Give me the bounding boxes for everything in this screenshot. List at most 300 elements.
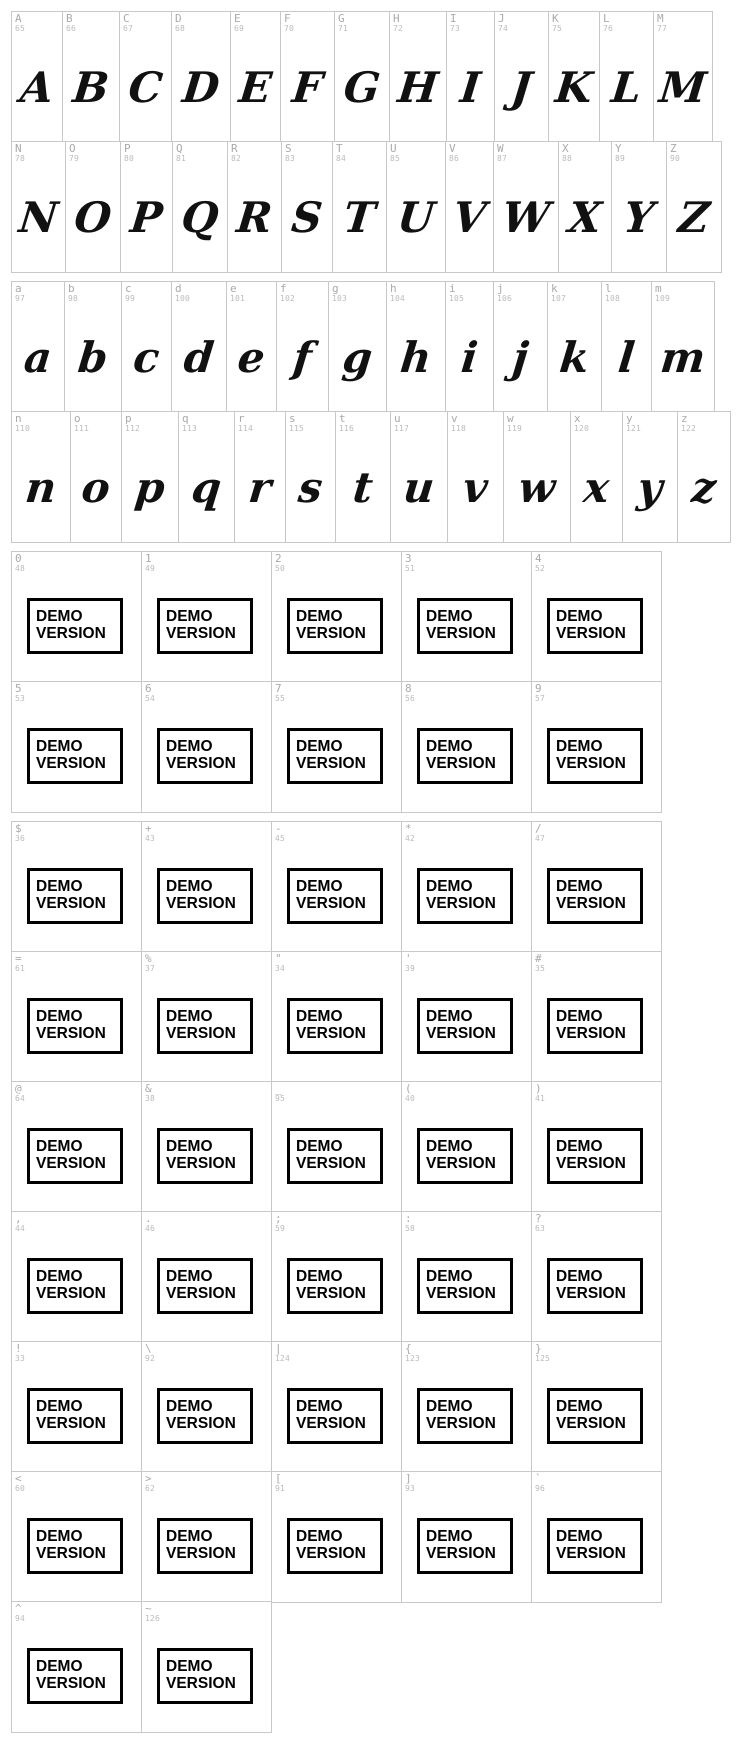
version-label: VERSION [36, 1155, 106, 1172]
character-cell [335, 411, 391, 543]
character-label: q [182, 412, 189, 425]
character-cell [11, 551, 142, 683]
version-label: VERSION [296, 755, 366, 772]
demo-version-box [27, 1388, 123, 1444]
character-cell [446, 11, 495, 143]
character-label: - [275, 822, 282, 835]
demo-label: DEMO [166, 1138, 213, 1155]
version-label: VERSION [556, 1285, 626, 1302]
character-cell [11, 1081, 142, 1213]
character-cell [401, 1211, 532, 1343]
character-code: 90 [670, 154, 681, 163]
character-cell [401, 551, 532, 683]
character-code: 100 [175, 294, 191, 303]
demo-version-box [287, 728, 383, 784]
character-cell [653, 11, 713, 143]
character-cell [271, 1341, 402, 1473]
character-label: f [280, 282, 287, 295]
demo-row [11, 1341, 662, 1473]
demo-version-box [417, 1388, 513, 1444]
character-code: 52 [535, 564, 546, 573]
version-label: VERSION [36, 1285, 106, 1302]
character-code: 83 [285, 154, 296, 163]
character-cell [171, 11, 231, 143]
character-code: 88 [562, 154, 573, 163]
character-code: 53 [15, 694, 26, 703]
character-label: ^ [15, 1602, 22, 1615]
version-label: VERSION [426, 1025, 496, 1042]
demo-label: DEMO [36, 1138, 83, 1155]
demo-label: DEMO [166, 1008, 213, 1025]
version-label: VERSION [36, 755, 106, 772]
demo-label: DEMO [166, 1398, 213, 1415]
character-label: P [124, 142, 131, 155]
character-cell [390, 411, 448, 543]
glyph-row [11, 11, 713, 143]
glyph-preview: F [290, 62, 325, 112]
character-code: 43 [145, 834, 156, 843]
character-code: 92 [145, 1354, 156, 1363]
character-cell [328, 281, 387, 413]
character-code: 123 [405, 1354, 421, 1363]
version-label: VERSION [426, 895, 496, 912]
version-label: VERSION [36, 1545, 106, 1562]
character-label: S [285, 142, 292, 155]
character-cell [120, 141, 173, 273]
character-code: 122 [681, 424, 697, 433]
character-label: 6 [145, 682, 152, 695]
glyph-preview: u [401, 462, 437, 512]
character-label: D [175, 12, 182, 25]
demo-label: DEMO [556, 878, 603, 895]
demo-label: DEMO [556, 1008, 603, 1025]
demo-label: DEMO [166, 878, 213, 895]
version-label: VERSION [426, 755, 496, 772]
character-code: 69 [234, 24, 245, 33]
character-code: 56 [405, 694, 416, 703]
glyph-preview: w [516, 462, 558, 512]
character-code: 86 [449, 154, 460, 163]
version-label: VERSION [556, 895, 626, 912]
demo-label: DEMO [556, 1398, 603, 1415]
demo-version-box [157, 998, 253, 1054]
character-cell [531, 551, 662, 683]
demo-label: DEMO [296, 1138, 343, 1155]
glyph-preview: c [131, 332, 162, 382]
character-cell [494, 11, 549, 143]
character-cell [445, 141, 494, 273]
version-label: VERSION [426, 1545, 496, 1562]
glyph-preview: X [566, 192, 604, 242]
demo-label: DEMO [426, 1398, 473, 1415]
glyph-preview: s [296, 462, 325, 512]
demo-label: DEMO [36, 878, 83, 895]
character-cell [234, 411, 286, 543]
character-label: o [74, 412, 81, 425]
character-label: [ [275, 1472, 282, 1485]
demo-label: DEMO [296, 1008, 343, 1025]
character-cell [271, 821, 402, 953]
character-label: ( [405, 1082, 412, 1095]
demo-label: DEMO [556, 1268, 603, 1285]
glyph-preview: H [395, 62, 441, 112]
character-code: 35 [535, 964, 546, 973]
character-code: 44 [15, 1224, 26, 1233]
character-cell [141, 1341, 272, 1473]
demo-label: DEMO [166, 608, 213, 625]
glyph-preview: d [181, 332, 217, 382]
character-code: 114 [238, 424, 254, 433]
character-code: 66 [66, 24, 77, 33]
character-label: < [15, 1472, 22, 1485]
demo-version-box [547, 998, 643, 1054]
version-label: VERSION [426, 1415, 496, 1432]
demo-row [11, 821, 662, 953]
character-code: 71 [338, 24, 349, 33]
version-label: VERSION [296, 625, 366, 642]
character-label: \ [145, 1342, 152, 1355]
character-code: 89 [615, 154, 626, 163]
demo-version-box [547, 868, 643, 924]
character-code: 113 [182, 424, 198, 433]
glyph-preview: o [79, 462, 113, 512]
character-code: 124 [275, 1354, 291, 1363]
character-cell [141, 1081, 272, 1213]
character-cell [334, 11, 390, 143]
version-label: VERSION [556, 755, 626, 772]
character-code: 118 [451, 424, 467, 433]
character-cell [547, 281, 602, 413]
character-label: s [289, 412, 296, 425]
character-code: 74 [498, 24, 509, 33]
character-label: : [405, 1212, 412, 1225]
character-cell [119, 11, 172, 143]
character-cell [70, 411, 122, 543]
demo-label: DEMO [296, 878, 343, 895]
character-cell [386, 281, 446, 413]
character-code: 117 [394, 424, 410, 433]
character-code: 125 [535, 1354, 551, 1363]
character-code: 76 [603, 24, 614, 33]
character-label: r [238, 412, 245, 425]
character-code: 47 [535, 834, 546, 843]
character-code: 110 [15, 424, 31, 433]
version-label: VERSION [556, 625, 626, 642]
glyph-preview: z [689, 462, 719, 512]
character-code: 96 [535, 1484, 546, 1493]
demo-version-box [287, 1258, 383, 1314]
character-cell [11, 681, 142, 813]
demo-label: DEMO [426, 1008, 473, 1025]
character-cell [141, 821, 272, 953]
demo-label: DEMO [296, 1268, 343, 1285]
glyph-preview: b [75, 332, 111, 382]
character-cell [11, 411, 71, 543]
demo-version-box [287, 1388, 383, 1444]
character-label: | [275, 1342, 282, 1355]
character-label: n [15, 412, 22, 425]
character-cell [280, 11, 335, 143]
character-code: 63 [535, 1224, 546, 1233]
demo-label: DEMO [296, 608, 343, 625]
character-cell [271, 1081, 402, 1213]
demo-label: DEMO [296, 738, 343, 755]
character-label: $ [15, 822, 22, 835]
demo-row [11, 1471, 662, 1603]
character-code: 126 [145, 1614, 161, 1623]
version-label: VERSION [166, 1025, 236, 1042]
glyph-preview: i [458, 332, 481, 382]
glyph-preview: D [180, 62, 222, 112]
character-code: 57 [535, 694, 546, 703]
character-cell [65, 141, 121, 273]
demo-label: DEMO [426, 878, 473, 895]
character-code: 70 [284, 24, 295, 33]
character-cell [401, 1341, 532, 1473]
glyph-preview: v [460, 462, 491, 512]
character-code: 46 [145, 1224, 156, 1233]
character-label: ! [15, 1342, 22, 1355]
demo-version-box [157, 868, 253, 924]
demo-label: DEMO [426, 1528, 473, 1545]
character-code: 112 [125, 424, 141, 433]
character-cell [141, 681, 272, 813]
version-label: VERSION [296, 1415, 366, 1432]
character-cell [401, 1471, 532, 1603]
demo-label: DEMO [166, 738, 213, 755]
character-label: ) [535, 1082, 542, 1095]
character-label: 8 [405, 682, 412, 695]
glyph-preview: P [128, 192, 165, 242]
character-code: 109 [655, 294, 671, 303]
character-cell [493, 281, 548, 413]
glyph-preview: h [398, 332, 434, 382]
character-label: } [535, 1342, 542, 1355]
demo-version-box [27, 868, 123, 924]
character-label: A [15, 12, 22, 25]
character-label: F [284, 12, 291, 25]
character-code: 104 [390, 294, 406, 303]
character-code: 87 [497, 154, 508, 163]
glyph-preview: a [21, 332, 55, 382]
character-label: 2 [275, 552, 282, 565]
character-cell [141, 951, 272, 1083]
character-cell [389, 11, 447, 143]
version-label: VERSION [36, 1675, 106, 1692]
demo-label: DEMO [426, 1268, 473, 1285]
glyph-preview: r [246, 462, 274, 512]
character-cell [62, 11, 120, 143]
glyph-preview: V [450, 192, 489, 242]
demo-version-box [417, 868, 513, 924]
glyph-preview: Q [179, 192, 221, 242]
demo-version-box [27, 598, 123, 654]
character-code: 75 [552, 24, 563, 33]
character-code: 62 [145, 1484, 156, 1493]
character-label: T [336, 142, 343, 155]
version-label: VERSION [556, 1025, 626, 1042]
character-cell [226, 281, 277, 413]
demo-version-box [417, 1518, 513, 1574]
character-cell [178, 411, 235, 543]
demo-row [11, 951, 662, 1083]
character-label: k [551, 282, 558, 295]
character-label: M [657, 12, 664, 25]
demo-label: DEMO [36, 1398, 83, 1415]
character-cell [141, 1471, 272, 1603]
character-cell [121, 411, 179, 543]
demo-version-box [157, 1388, 253, 1444]
character-cell [445, 281, 494, 413]
glyph-preview: B [70, 62, 112, 112]
character-label: _ [275, 1082, 282, 1095]
character-label: L [603, 12, 610, 25]
glyph-preview: J [508, 62, 535, 112]
character-cell [531, 1081, 662, 1213]
glyph-preview: T [341, 192, 378, 242]
demo-label: DEMO [36, 1268, 83, 1285]
demo-version-box [27, 728, 123, 784]
demo-version-box [547, 1518, 643, 1574]
character-code: 45 [275, 834, 286, 843]
demo-label: DEMO [36, 738, 83, 755]
demo-label: DEMO [166, 1658, 213, 1675]
character-code: 60 [15, 1484, 26, 1493]
character-label: y [626, 412, 633, 425]
character-cell [401, 1081, 532, 1213]
character-cell [11, 11, 63, 143]
glyph-preview: O [72, 192, 114, 242]
character-cell [531, 821, 662, 953]
demo-version-box [27, 998, 123, 1054]
demo-label: DEMO [556, 738, 603, 755]
demo-version-box [287, 1518, 383, 1574]
demo-label: DEMO [296, 1398, 343, 1415]
glyph-preview: j [510, 332, 531, 382]
demo-version-box [157, 1648, 253, 1704]
character-cell [271, 951, 402, 1083]
demo-row [11, 681, 662, 813]
character-label: 7 [275, 682, 282, 695]
version-label: VERSION [296, 1155, 366, 1172]
character-cell [11, 141, 66, 273]
character-label: e [230, 282, 237, 295]
character-code: 65 [15, 24, 26, 33]
character-code: 68 [175, 24, 186, 33]
demo-row [11, 1601, 272, 1733]
character-code: 115 [289, 424, 305, 433]
character-label: = [15, 952, 22, 965]
version-label: VERSION [166, 755, 236, 772]
character-label: R [231, 142, 238, 155]
demo-version-box [27, 1258, 123, 1314]
character-label: m [655, 282, 662, 295]
character-code: 40 [405, 1094, 416, 1103]
demo-version-box [547, 598, 643, 654]
glyph-preview: g [340, 332, 375, 382]
character-cell [601, 281, 652, 413]
version-label: VERSION [166, 1675, 236, 1692]
character-cell [271, 1471, 402, 1603]
character-label: W [497, 142, 504, 155]
demo-label: DEMO [166, 1528, 213, 1545]
character-label: 9 [535, 682, 542, 695]
version-label: VERSION [166, 1155, 236, 1172]
character-cell [281, 141, 333, 273]
glyph-preview: N [16, 192, 61, 242]
glyph-preview: e [235, 332, 268, 382]
demo-version-box [287, 1128, 383, 1184]
character-label: ` [535, 1472, 542, 1485]
demo-version-box [417, 598, 513, 654]
character-label: G [338, 12, 345, 25]
glyph-preview: k [557, 332, 592, 382]
character-label: I [450, 12, 457, 25]
demo-label: DEMO [36, 1008, 83, 1025]
character-label: Z [670, 142, 677, 155]
glyph-preview: W [499, 192, 553, 242]
character-label: c [125, 282, 132, 295]
demo-row [11, 1081, 662, 1213]
character-label: h [390, 282, 397, 295]
character-label: x [574, 412, 581, 425]
glyph-preview: m [658, 332, 708, 382]
character-cell [386, 141, 446, 273]
character-code: 77 [657, 24, 668, 33]
character-code: 41 [535, 1094, 546, 1103]
character-label: ? [535, 1212, 542, 1225]
character-code: 105 [449, 294, 465, 303]
character-label: Y [615, 142, 622, 155]
version-label: VERSION [166, 895, 236, 912]
character-code: 48 [15, 564, 26, 573]
character-code: 97 [15, 294, 26, 303]
glyph-preview: S [289, 192, 325, 242]
demo-label: DEMO [166, 1268, 213, 1285]
character-cell [401, 821, 532, 953]
character-code: 79 [69, 154, 80, 163]
character-code: 33 [15, 1354, 26, 1363]
character-label: * [405, 822, 412, 835]
glyph-row [11, 141, 722, 273]
demo-row [11, 1211, 662, 1343]
character-code: 42 [405, 834, 416, 843]
character-label: N [15, 142, 22, 155]
character-code: 95 [275, 1094, 286, 1103]
character-cell [666, 141, 722, 273]
character-label: u [394, 412, 401, 425]
demo-version-box [417, 728, 513, 784]
character-label: w [507, 412, 514, 425]
character-label: ; [275, 1212, 282, 1225]
version-label: VERSION [426, 1155, 496, 1172]
version-label: VERSION [36, 1025, 106, 1042]
character-label: J [498, 12, 505, 25]
character-code: 54 [145, 694, 156, 703]
character-code: 64 [15, 1094, 26, 1103]
character-cell [332, 141, 387, 273]
character-code: 102 [280, 294, 296, 303]
character-code: 36 [15, 834, 26, 843]
character-cell [531, 681, 662, 813]
demo-label: DEMO [556, 608, 603, 625]
glyph-preview: l [615, 332, 638, 382]
character-label: 5 [15, 682, 22, 695]
character-cell [141, 1211, 272, 1343]
version-label: VERSION [296, 895, 366, 912]
glyph-preview: f [290, 332, 315, 382]
character-cell [531, 1211, 662, 1343]
